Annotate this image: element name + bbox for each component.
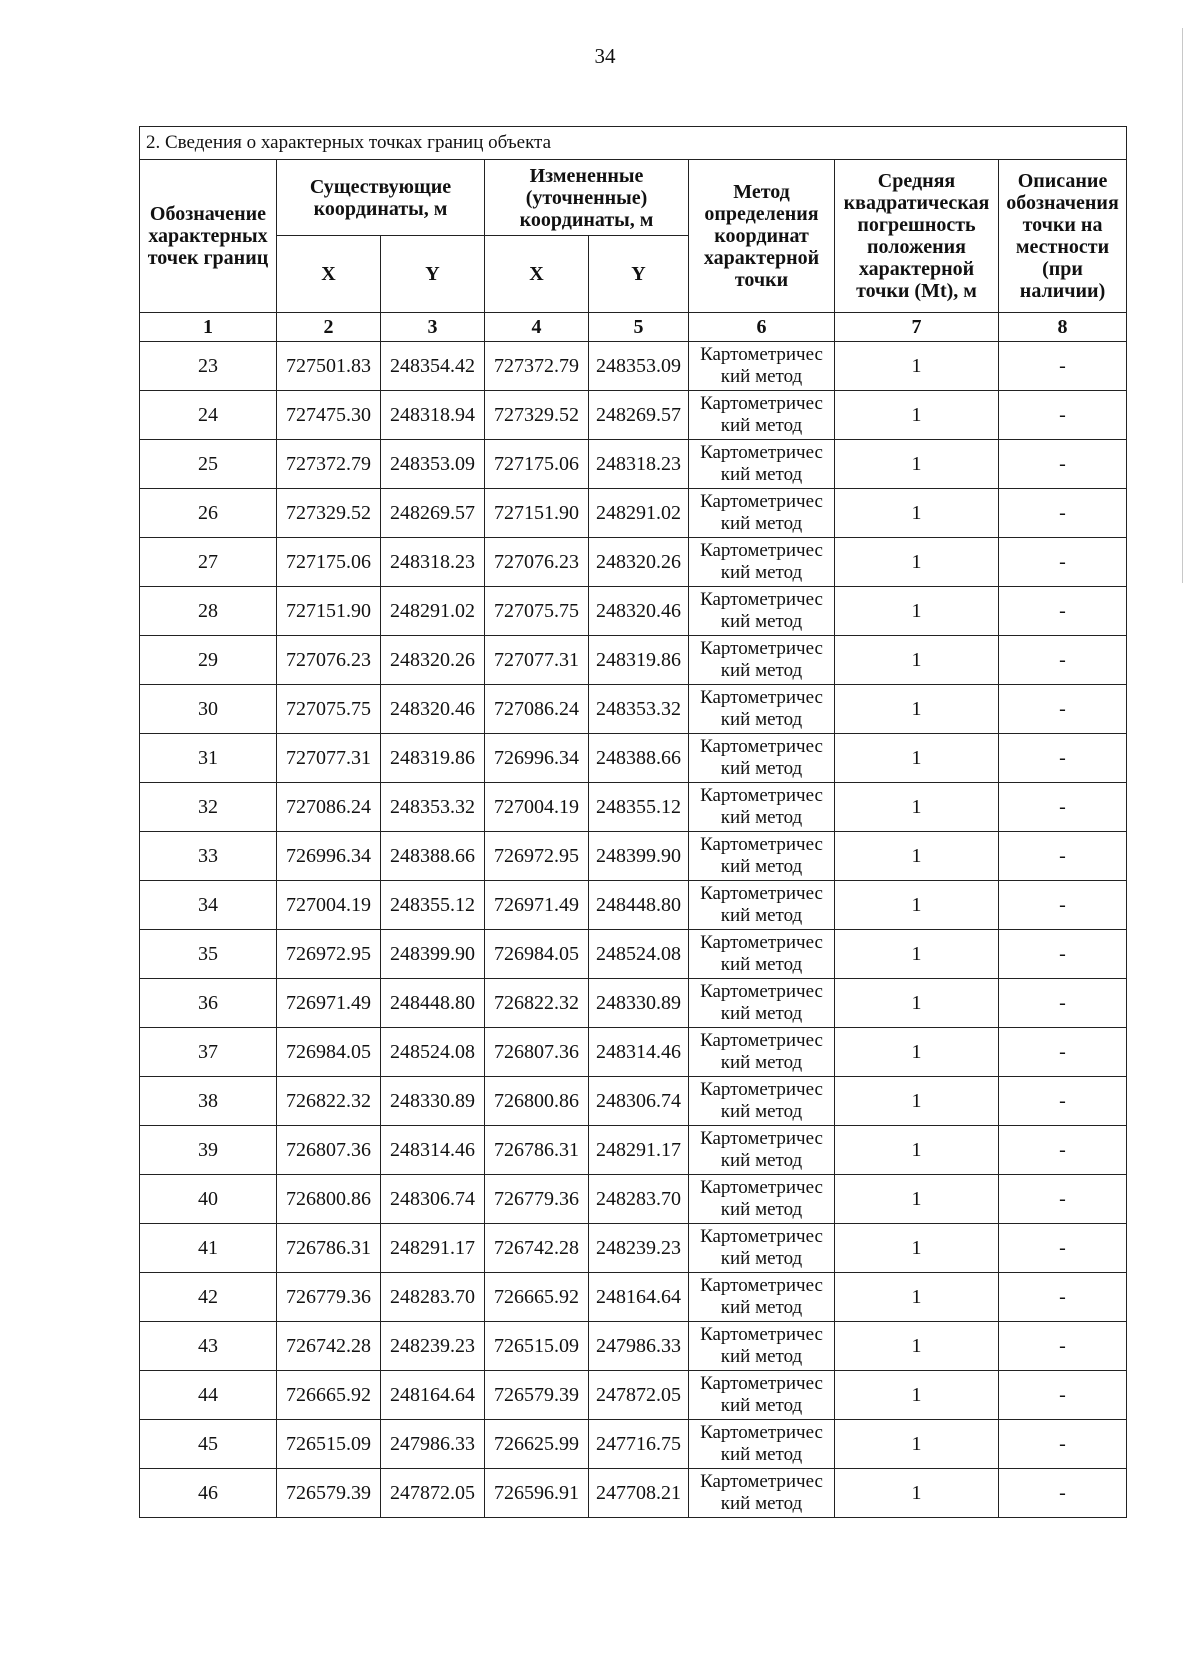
existing-y-cell: 248306.74 [381, 1175, 485, 1224]
description-cell: - [999, 538, 1127, 587]
method-cell: Картометричес кий метод [689, 1077, 835, 1126]
description-cell: - [999, 1322, 1127, 1371]
changed-y-cell: 248283.70 [589, 1175, 689, 1224]
column-number: 1 [140, 313, 277, 342]
changed-y-cell: 247872.05 [589, 1371, 689, 1420]
existing-y-cell: 248291.02 [381, 587, 485, 636]
description-cell: - [999, 342, 1127, 391]
error-cell: 1 [835, 587, 999, 636]
description-cell: - [999, 734, 1127, 783]
existing-y-cell: 248318.94 [381, 391, 485, 440]
existing-x-cell: 726742.28 [277, 1322, 381, 1371]
table-row [140, 881, 1127, 930]
table-row [140, 1077, 1127, 1126]
existing-y-cell: 248353.32 [381, 783, 485, 832]
boundary-points-table [139, 126, 1127, 1518]
method-cell: Картометричес кий метод [689, 636, 835, 685]
description-cell: - [999, 979, 1127, 1028]
existing-x-cell: 727076.23 [277, 636, 381, 685]
error-cell: 1 [835, 1224, 999, 1273]
page-number: 34 [594, 44, 616, 68]
point-id-cell: 30 [140, 685, 277, 734]
table-row [140, 1028, 1127, 1077]
table-row [140, 1273, 1127, 1322]
existing-y-cell: 248355.12 [381, 881, 485, 930]
changed-y-cell: 248320.46 [589, 587, 689, 636]
existing-y-cell: 248388.66 [381, 832, 485, 881]
changed-y-cell: 248291.17 [589, 1126, 689, 1175]
point-id-cell: 46 [140, 1469, 277, 1518]
existing-y-cell: 248318.23 [381, 538, 485, 587]
header-designation: Обозначение характерных точек границ [140, 160, 277, 313]
changed-x-cell: 727075.75 [485, 587, 589, 636]
header-x-changed: X [485, 236, 589, 313]
header-method: Метод определения координат характерной точки [689, 160, 835, 313]
description-cell: - [999, 1175, 1127, 1224]
description-cell: - [999, 1371, 1127, 1420]
description-cell: - [999, 1028, 1127, 1077]
header-description: Описание обозначения точки на местности (при наличии) [999, 160, 1127, 313]
point-id-cell: 43 [140, 1322, 277, 1371]
changed-y-cell: 247708.21 [589, 1469, 689, 1518]
changed-x-cell: 726786.31 [485, 1126, 589, 1175]
method-cell: Картометричес кий метод [689, 930, 835, 979]
changed-x-cell: 726596.91 [485, 1469, 589, 1518]
changed-x-cell: 726579.39 [485, 1371, 589, 1420]
point-id-cell: 24 [140, 391, 277, 440]
changed-x-cell: 726665.92 [485, 1273, 589, 1322]
changed-x-cell: 727151.90 [485, 489, 589, 538]
changed-x-cell: 726742.28 [485, 1224, 589, 1273]
changed-y-cell: 248164.64 [589, 1273, 689, 1322]
changed-y-cell: 248239.23 [589, 1224, 689, 1273]
changed-x-cell: 727372.79 [485, 342, 589, 391]
error-cell: 1 [835, 1371, 999, 1420]
table-row [140, 1371, 1127, 1420]
point-id-cell: 26 [140, 489, 277, 538]
table-body [140, 342, 1127, 1518]
existing-y-cell: 248320.46 [381, 685, 485, 734]
existing-x-cell: 727475.30 [277, 391, 381, 440]
table-row [140, 1175, 1127, 1224]
point-id-cell: 28 [140, 587, 277, 636]
existing-y-cell: 247986.33 [381, 1420, 485, 1469]
existing-y-cell: 248239.23 [381, 1322, 485, 1371]
table-row [140, 1322, 1127, 1371]
method-cell: Картометричес кий метод [689, 489, 835, 538]
point-id-cell: 27 [140, 538, 277, 587]
table-row [140, 783, 1127, 832]
method-cell: Картометричес кий метод [689, 538, 835, 587]
existing-y-cell: 248524.08 [381, 1028, 485, 1077]
existing-x-cell: 727086.24 [277, 783, 381, 832]
point-id-cell: 34 [140, 881, 277, 930]
point-id-cell: 33 [140, 832, 277, 881]
existing-x-cell: 726515.09 [277, 1420, 381, 1469]
column-number: 7 [835, 313, 999, 342]
existing-y-cell: 248330.89 [381, 1077, 485, 1126]
error-cell: 1 [835, 979, 999, 1028]
changed-x-cell: 726800.86 [485, 1077, 589, 1126]
method-cell: Картометричес кий метод [689, 1420, 835, 1469]
error-cell: 1 [835, 342, 999, 391]
changed-y-cell: 248353.09 [589, 342, 689, 391]
description-cell: - [999, 636, 1127, 685]
existing-x-cell: 726971.49 [277, 979, 381, 1028]
error-cell: 1 [835, 1077, 999, 1126]
existing-y-cell: 248291.17 [381, 1224, 485, 1273]
table-row [140, 1469, 1127, 1518]
changed-y-cell: 248291.02 [589, 489, 689, 538]
existing-x-cell: 726779.36 [277, 1273, 381, 1322]
point-id-cell: 23 [140, 342, 277, 391]
point-id-cell: 42 [140, 1273, 277, 1322]
column-number: 6 [689, 313, 835, 342]
existing-x-cell: 726786.31 [277, 1224, 381, 1273]
changed-x-cell: 726807.36 [485, 1028, 589, 1077]
existing-x-cell: 727501.83 [277, 342, 381, 391]
description-cell: - [999, 832, 1127, 881]
changed-x-cell: 727175.06 [485, 440, 589, 489]
point-id-cell: 31 [140, 734, 277, 783]
error-cell: 1 [835, 440, 999, 489]
existing-x-cell: 726972.95 [277, 930, 381, 979]
changed-y-cell: 248353.32 [589, 685, 689, 734]
existing-x-cell: 727075.75 [277, 685, 381, 734]
description-cell: - [999, 1126, 1127, 1175]
existing-y-cell: 248314.46 [381, 1126, 485, 1175]
existing-x-cell: 726807.36 [277, 1126, 381, 1175]
error-cell: 1 [835, 1175, 999, 1224]
point-id-cell: 36 [140, 979, 277, 1028]
changed-y-cell: 248330.89 [589, 979, 689, 1028]
description-cell: - [999, 1273, 1127, 1322]
existing-y-cell: 247872.05 [381, 1469, 485, 1518]
error-cell: 1 [835, 1273, 999, 1322]
table-row [140, 1224, 1127, 1273]
table-row [140, 342, 1127, 391]
error-cell: 1 [835, 930, 999, 979]
table-row [140, 636, 1127, 685]
table-row [140, 979, 1127, 1028]
error-cell: 1 [835, 832, 999, 881]
header-existing-coords: Существующие координаты, м [277, 160, 485, 236]
description-cell: - [999, 930, 1127, 979]
changed-x-cell: 726971.49 [485, 881, 589, 930]
changed-y-cell: 248388.66 [589, 734, 689, 783]
table-row [140, 1420, 1127, 1469]
error-cell: 1 [835, 489, 999, 538]
existing-x-cell: 727175.06 [277, 538, 381, 587]
error-cell: 1 [835, 538, 999, 587]
point-id-cell: 41 [140, 1224, 277, 1273]
changed-y-cell: 248269.57 [589, 391, 689, 440]
changed-x-cell: 726515.09 [485, 1322, 589, 1371]
point-id-cell: 44 [140, 1371, 277, 1420]
changed-x-cell: 726996.34 [485, 734, 589, 783]
method-cell: Картометричес кий метод [689, 1175, 835, 1224]
existing-x-cell: 727372.79 [277, 440, 381, 489]
method-cell: Картометричес кий метод [689, 1224, 835, 1273]
error-cell: 1 [835, 1126, 999, 1175]
header-changed-coords: Измененные (уточненные) координаты, м [485, 160, 689, 236]
table-row [140, 734, 1127, 783]
description-cell: - [999, 1469, 1127, 1518]
existing-x-cell: 727077.31 [277, 734, 381, 783]
method-cell: Картометричес кий метод [689, 440, 835, 489]
method-cell: Картометричес кий метод [689, 1028, 835, 1077]
changed-y-cell: 248318.23 [589, 440, 689, 489]
changed-x-cell: 727076.23 [485, 538, 589, 587]
existing-y-cell: 248283.70 [381, 1273, 485, 1322]
description-cell: - [999, 783, 1127, 832]
method-cell: Картометричес кий метод [689, 1273, 835, 1322]
method-cell: Картометричес кий метод [689, 832, 835, 881]
description-cell: - [999, 1420, 1127, 1469]
point-id-cell: 40 [140, 1175, 277, 1224]
changed-y-cell: 247986.33 [589, 1322, 689, 1371]
existing-y-cell: 248164.64 [381, 1371, 485, 1420]
changed-y-cell: 248448.80 [589, 881, 689, 930]
changed-x-cell: 727004.19 [485, 783, 589, 832]
method-cell: Картометричес кий метод [689, 734, 835, 783]
table-row [140, 587, 1127, 636]
changed-y-cell: 248306.74 [589, 1077, 689, 1126]
existing-x-cell: 726822.32 [277, 1077, 381, 1126]
description-cell: - [999, 1077, 1127, 1126]
point-id-cell: 37 [140, 1028, 277, 1077]
existing-x-cell: 726996.34 [277, 832, 381, 881]
existing-y-cell: 248448.80 [381, 979, 485, 1028]
description-cell: - [999, 489, 1127, 538]
method-cell: Картометричес кий метод [689, 1469, 835, 1518]
point-id-cell: 39 [140, 1126, 277, 1175]
error-cell: 1 [835, 1028, 999, 1077]
table-row [140, 1126, 1127, 1175]
method-cell: Картометричес кий метод [689, 342, 835, 391]
method-cell: Картометричес кий метод [689, 685, 835, 734]
method-cell: Картометричес кий метод [689, 881, 835, 930]
changed-x-cell: 726779.36 [485, 1175, 589, 1224]
error-cell: 1 [835, 783, 999, 832]
table-row [140, 930, 1127, 979]
error-cell: 1 [835, 1420, 999, 1469]
error-cell: 1 [835, 881, 999, 930]
header-error: Средняя квадратическая погрешность положения характерной точки (Mt), м [835, 160, 999, 313]
method-cell: Картометричес кий метод [689, 1371, 835, 1420]
table-row [140, 685, 1127, 734]
point-id-cell: 25 [140, 440, 277, 489]
existing-y-cell: 248319.86 [381, 734, 485, 783]
method-cell: Картометричес кий метод [689, 783, 835, 832]
column-number: 2 [277, 313, 381, 342]
description-cell: - [999, 1224, 1127, 1273]
changed-y-cell: 248355.12 [589, 783, 689, 832]
changed-x-cell: 726972.95 [485, 832, 589, 881]
existing-y-cell: 248320.26 [381, 636, 485, 685]
point-id-cell: 45 [140, 1420, 277, 1469]
existing-x-cell: 727151.90 [277, 587, 381, 636]
description-cell: - [999, 391, 1127, 440]
description-cell: - [999, 685, 1127, 734]
column-number: 8 [999, 313, 1127, 342]
point-id-cell: 35 [140, 930, 277, 979]
method-cell: Картометричес кий метод [689, 1126, 835, 1175]
point-id-cell: 32 [140, 783, 277, 832]
table-row [140, 391, 1127, 440]
point-id-cell: 38 [140, 1077, 277, 1126]
changed-x-cell: 726822.32 [485, 979, 589, 1028]
changed-y-cell: 247716.75 [589, 1420, 689, 1469]
changed-y-cell: 248320.26 [589, 538, 689, 587]
column-number: 4 [485, 313, 589, 342]
error-cell: 1 [835, 685, 999, 734]
changed-y-cell: 248319.86 [589, 636, 689, 685]
changed-x-cell: 726625.99 [485, 1420, 589, 1469]
changed-x-cell: 727086.24 [485, 685, 589, 734]
existing-x-cell: 727329.52 [277, 489, 381, 538]
existing-x-cell: 726579.39 [277, 1469, 381, 1518]
column-number: 5 [589, 313, 689, 342]
description-cell: - [999, 881, 1127, 930]
method-cell: Картометричес кий метод [689, 1322, 835, 1371]
header-y-changed: Y [589, 236, 689, 313]
existing-x-cell: 727004.19 [277, 881, 381, 930]
changed-x-cell: 727329.52 [485, 391, 589, 440]
table-row [140, 832, 1127, 881]
changed-x-cell: 726984.05 [485, 930, 589, 979]
error-cell: 1 [835, 1322, 999, 1371]
changed-x-cell: 727077.31 [485, 636, 589, 685]
method-cell: Картометричес кий метод [689, 979, 835, 1028]
existing-y-cell: 248399.90 [381, 930, 485, 979]
existing-x-cell: 726665.92 [277, 1371, 381, 1420]
table-row [140, 440, 1127, 489]
table-row [140, 489, 1127, 538]
error-cell: 1 [835, 391, 999, 440]
error-cell: 1 [835, 636, 999, 685]
error-cell: 1 [835, 734, 999, 783]
error-cell: 1 [835, 1469, 999, 1518]
table-row [140, 538, 1127, 587]
method-cell: Картометричес кий метод [689, 587, 835, 636]
header-x-existing: X [277, 236, 381, 313]
description-cell: - [999, 440, 1127, 489]
point-id-cell: 29 [140, 636, 277, 685]
existing-y-cell: 248353.09 [381, 440, 485, 489]
changed-y-cell: 248399.90 [589, 832, 689, 881]
header-y-existing: Y [381, 236, 485, 313]
column-number: 3 [381, 313, 485, 342]
description-cell: - [999, 587, 1127, 636]
existing-y-cell: 248269.57 [381, 489, 485, 538]
existing-x-cell: 726984.05 [277, 1028, 381, 1077]
existing-y-cell: 248354.42 [381, 342, 485, 391]
changed-y-cell: 248314.46 [589, 1028, 689, 1077]
changed-y-cell: 248524.08 [589, 930, 689, 979]
table-caption: 2. Сведения о характерных точках границ объекта [140, 127, 1127, 160]
method-cell: Картометричес кий метод [689, 391, 835, 440]
existing-x-cell: 726800.86 [277, 1175, 381, 1224]
scan-edge-line [1182, 28, 1183, 583]
